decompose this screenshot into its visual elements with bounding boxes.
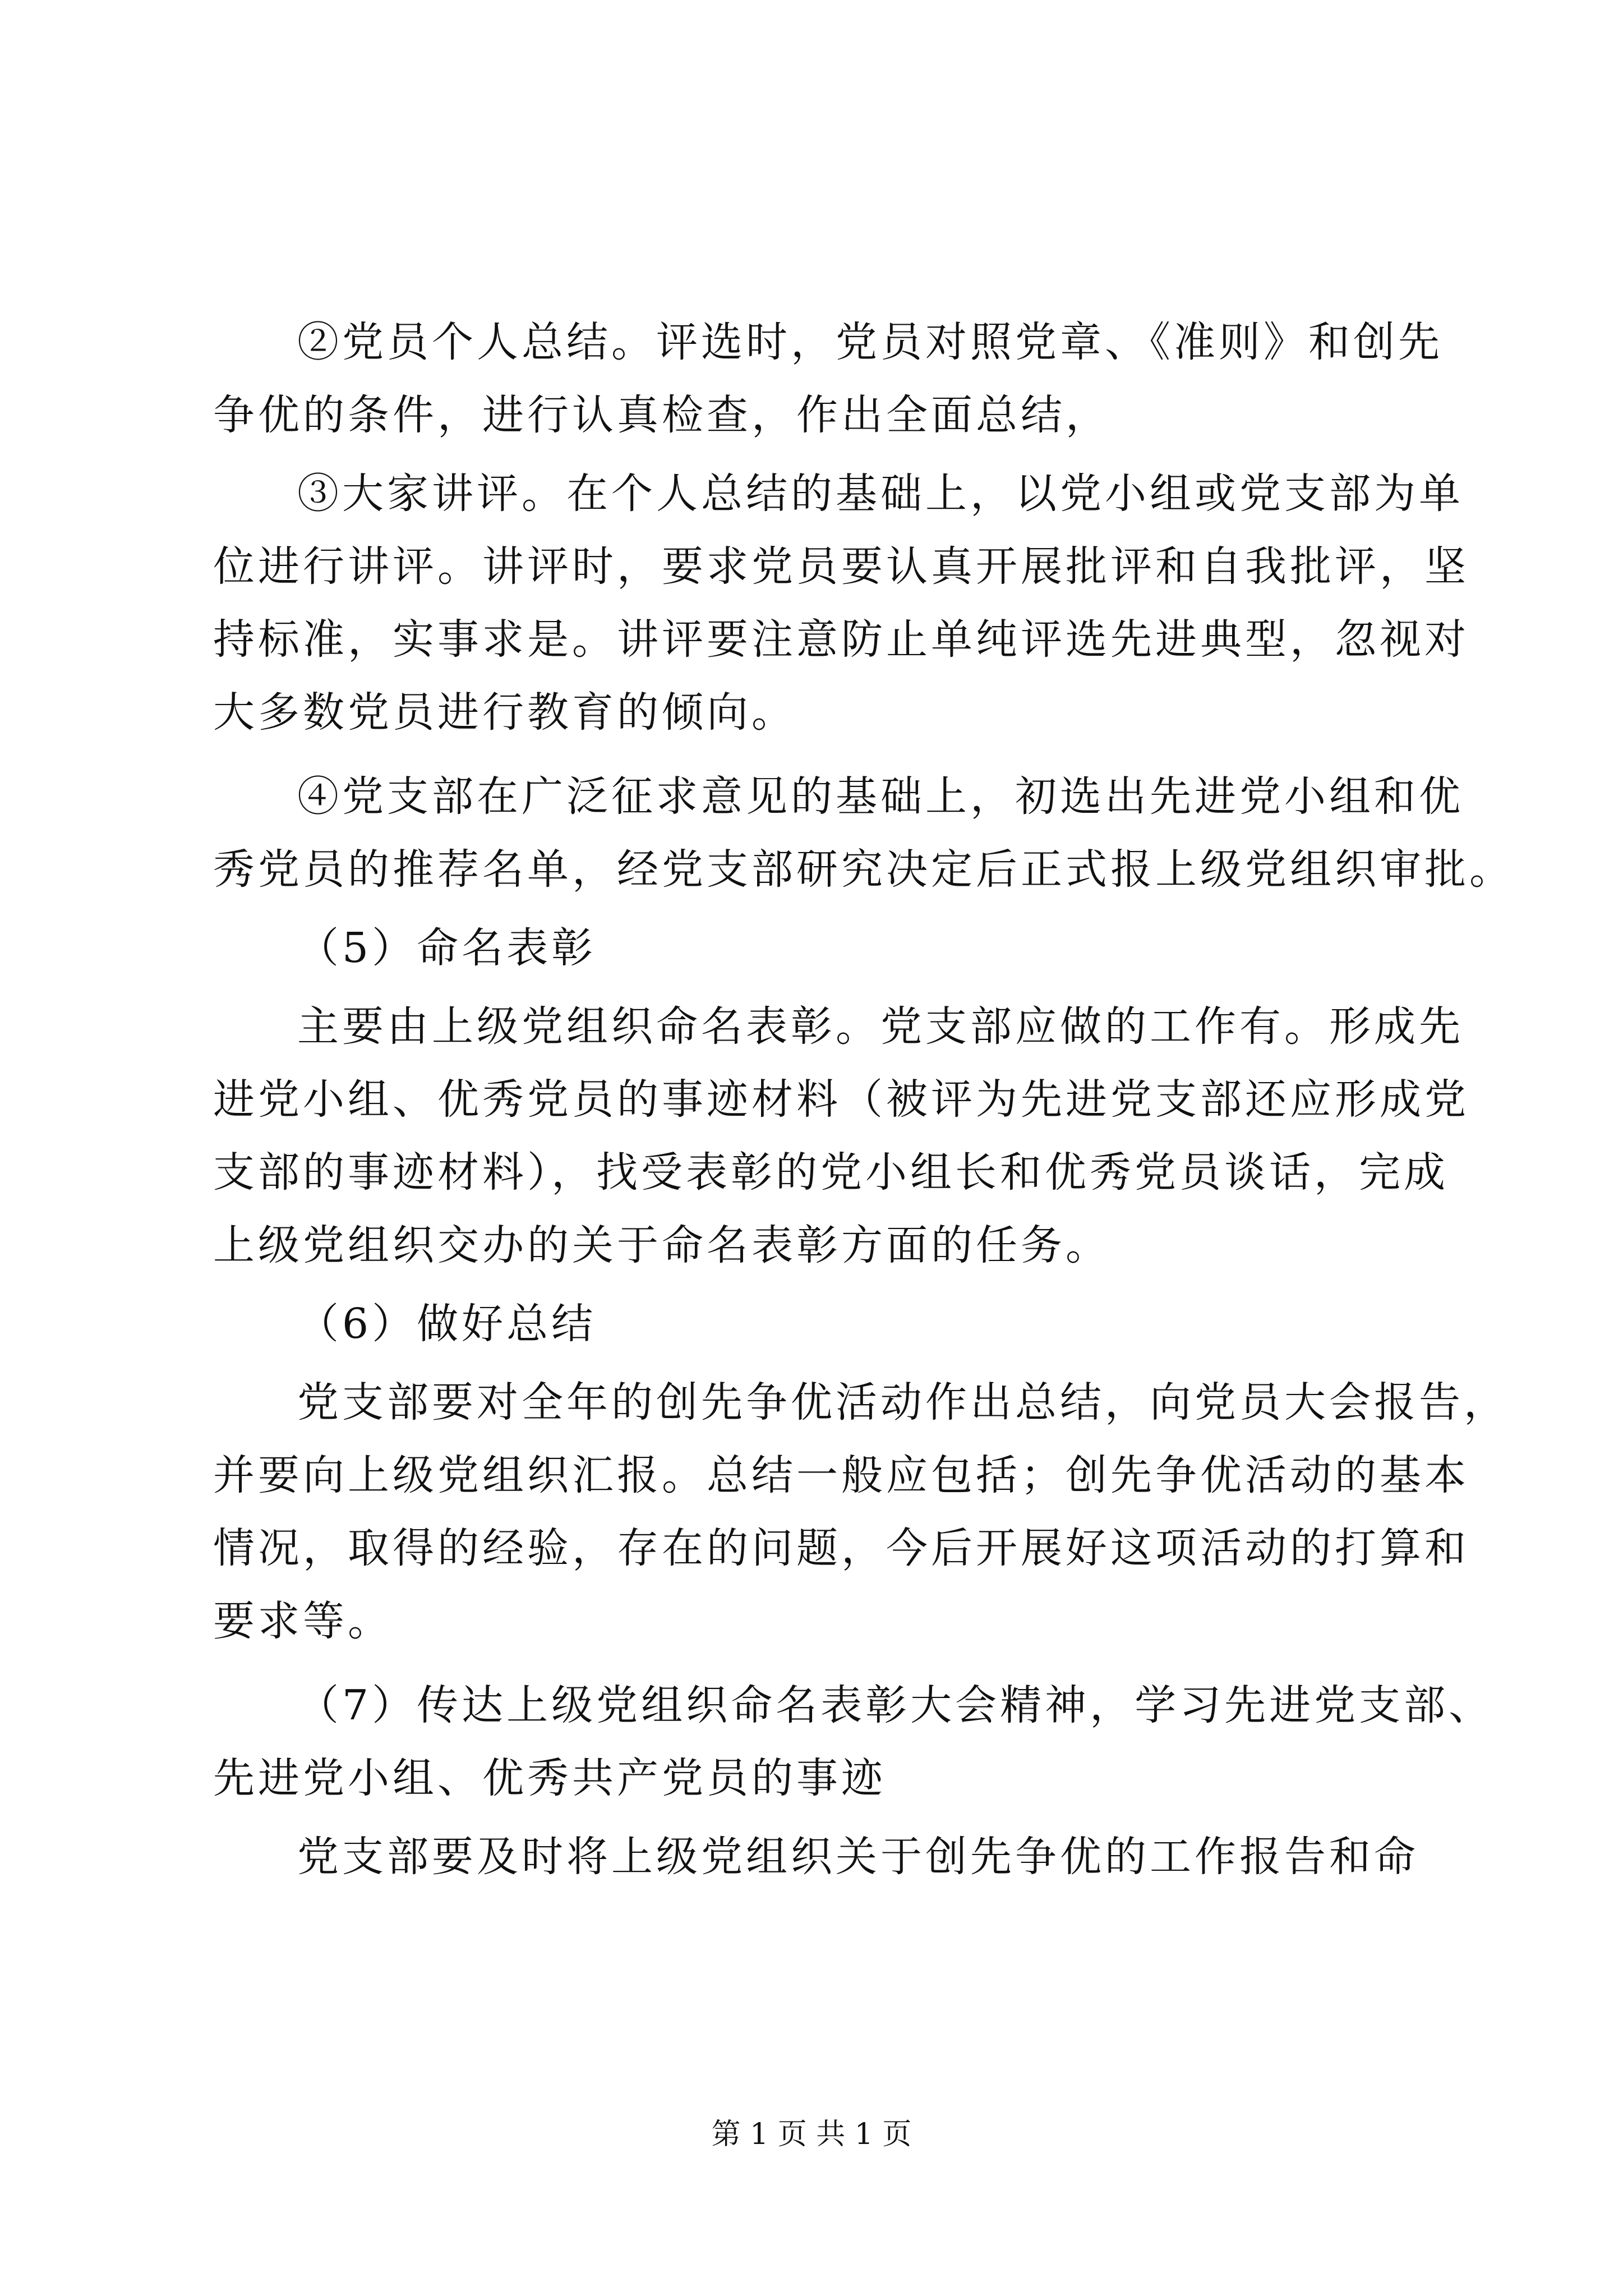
text-line-13: 上级党组织交办的关于命名表彰方面的任务。 [213, 1221, 1110, 1269]
text-line-7: ④党支部在广泛征求意见的基础上，初选出先进党小组和优 [297, 772, 1464, 821]
text-line-2: 争优的条件，进行认真检查，作出全面总结， [213, 391, 1110, 439]
section-heading-5: （5）命名表彰 [297, 924, 597, 972]
text-line-1: ②党员个人总结。评选时，党员对照党章、《准则》和创先 [297, 318, 1443, 366]
page-footer: 第 1 页 共 1 页 [711, 2118, 912, 2151]
text-line-10: 主要由上级党组织命名表彰。党支部应做的工作有。形成先 [297, 1002, 1464, 1051]
text-line-16: 并要向上级党组织汇报。总结一般应包括；创先争优活动的基本 [213, 1451, 1469, 1499]
text-line-18: 要求等。 [213, 1597, 393, 1645]
section-heading-7: （7）传达上级党组织命名表彰大会精神，学习先进党支部、 [297, 1681, 1494, 1729]
text-line-8: 秀党员的推荐名单，经党支部研究决定后正式报上级党组织审批。 [213, 845, 1514, 894]
text-line-4: 位进行讲评。讲评时，要求党员要认真开展批评和自我批评，坚 [213, 542, 1469, 591]
text-line-17: 情况，取得的经验，存在的问题，今后开展好这项活动的打算和 [213, 1524, 1469, 1572]
text-line-12: 支部的事迹材料），找受表彰的党小组长和优秀党员谈话，完成 [213, 1148, 1449, 1197]
text-line-3: ③大家讲评。在个人总结的基础上，以党小组或党支部为单 [297, 470, 1464, 518]
text-line-11: 进党小组、优秀党员的事迹材料（被评为先进党支部还应形成党 [213, 1075, 1469, 1124]
text-line-5: 持标准，实事求是。讲评要注意防止单纯评选先进典型，忽视对 [213, 615, 1469, 664]
text-line-6: 大多数党员进行教育的倾向。 [213, 688, 796, 737]
section-heading-6: （6）做好总结 [297, 1300, 597, 1348]
text-line-21: 党支部要及时将上级党组织关于创先争优的工作报告和命 [297, 1833, 1419, 1881]
text-line-20: 先进党小组、优秀共产党员的事迹 [213, 1754, 886, 1802]
text-line-15: 党支部要对全年的创先争优活动作出总结，向党员大会报告， [297, 1378, 1509, 1427]
